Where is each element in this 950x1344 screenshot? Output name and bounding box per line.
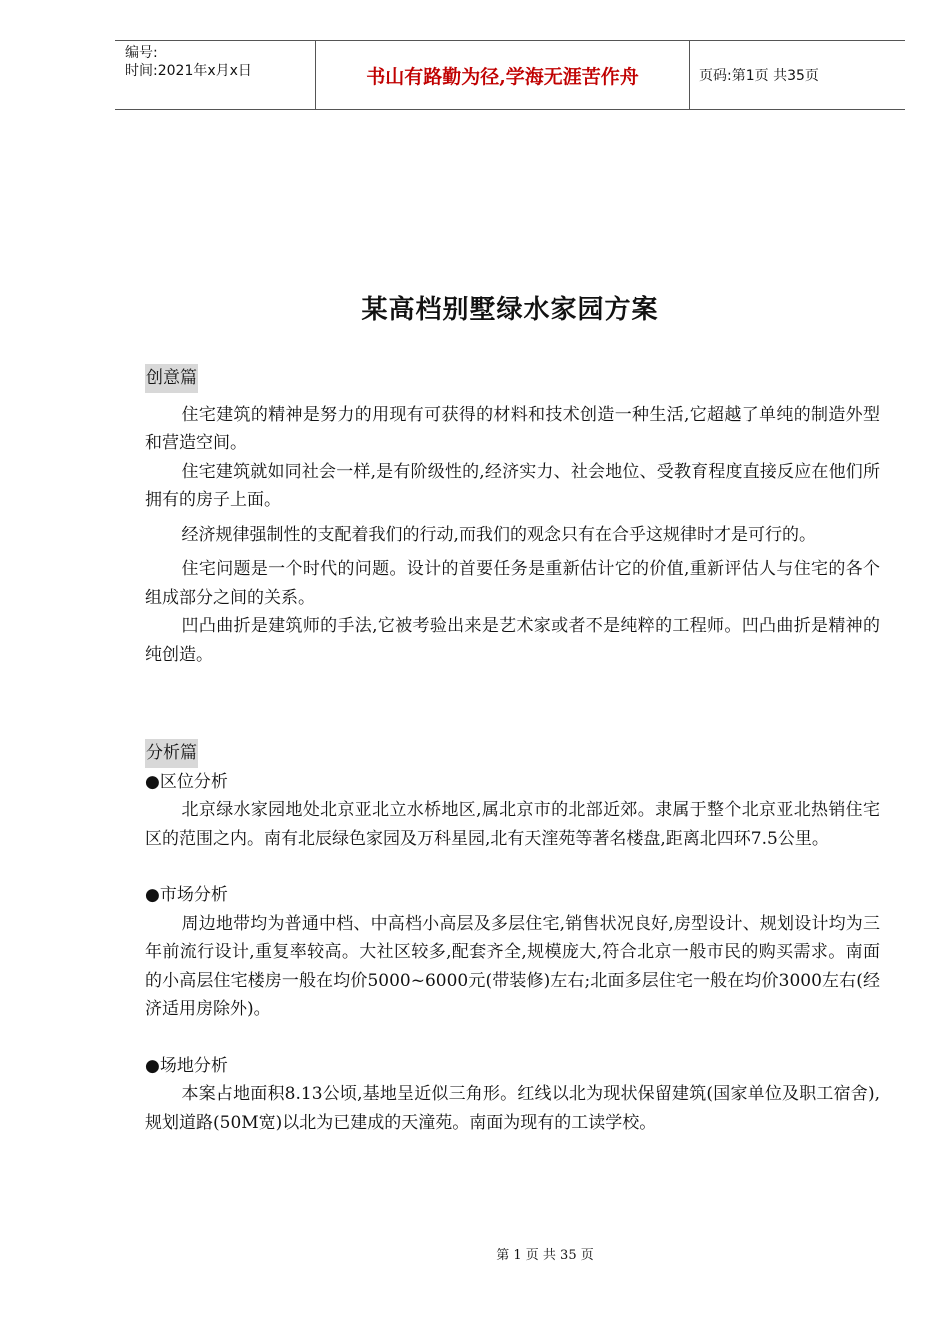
market-paragraph: 周边地带均为普通中档、中高档小高层及多层住宅,销售状况良好,房型设计、规划设计均为三年前流行设计,重复率较高。大社区较多,配套齐全,规模庞大,符合北京一般市民的购买需求。南面的小高层住宅楼房一般在均价5000~6000元(带装修)左右;北面多层住宅一般在均价3000左右(经济适用房除外)。: [145, 913, 880, 1019]
header-meta-cell: [115, 41, 316, 109]
header-table: [115, 40, 905, 110]
site-heading: ●场地分析: [145, 1055, 228, 1076]
creative-paragraph-3: 经济规律强制性的支配着我们的行动,而我们的观念只有在合乎这规律时才是可行的。: [181, 524, 816, 545]
page-footer: 第 1 页 共 35 页: [496, 1248, 594, 1263]
location-heading: ●区位分析: [145, 771, 228, 792]
creative-paragraph-5: 凹凸曲折是建筑师的手法,它被考验出来是艺术家或者不是纯粹的工程师。凹凸曲折是精神的纯创造。: [145, 616, 880, 665]
document-body: [145, 364, 880, 1137]
section-label-creative: 创意篇: [145, 364, 198, 393]
serial-label: 编号:: [125, 45, 158, 61]
section-label-analysis: 分析篇: [145, 739, 198, 768]
site-paragraph: 本案占地面积8.13公顷,基地呈近似三角形。红线以北为现状保留建筑(国家单位及职工宿舍),规划道路(50M宽)以北为已建成的天潼苑。南面为现有的工读学校。: [145, 1084, 880, 1133]
creative-paragraph-1: 住宅建筑的精神是努力的用现有可获得的材料和技术创造一种生活,它超越了单纯的制造外型和营造空间。: [145, 404, 880, 453]
header-page-info: 页码:第1页 共35页: [699, 68, 819, 84]
market-heading: ●市场分析: [145, 885, 228, 905]
document-title: 某高档别墅绿水家园方案: [361, 295, 659, 325]
header-motto-cell: [316, 41, 690, 109]
creative-paragraph-4: 住宅问题是一个时代的问题。设计的首要任务是重新估计它的价值,重新评估人与住宅的各个组成部分之间的关系。: [145, 559, 880, 608]
location-paragraph: 北京绿水家园地处北京亚北立水桥地区,属北京市的北部近郊。隶属于整个北京亚北热销住宅区的范围之内。南有北辰绿色家园及万科星园,北有天漥苑等著名楼盘,距离北四环7.5公里。: [145, 800, 880, 849]
creative-paragraph-2: 住宅建筑就如同社会一样,是有阶级性的,经济实力、社会地位、受教育程度直接反应在他们所拥有的房子上面。: [145, 461, 880, 510]
header-motto: 书山有路勤为径,学海无涯苦作舟: [366, 65, 639, 88]
header-page-cell: [690, 41, 905, 109]
date-text: 时间:2021年x月x日: [125, 63, 252, 79]
